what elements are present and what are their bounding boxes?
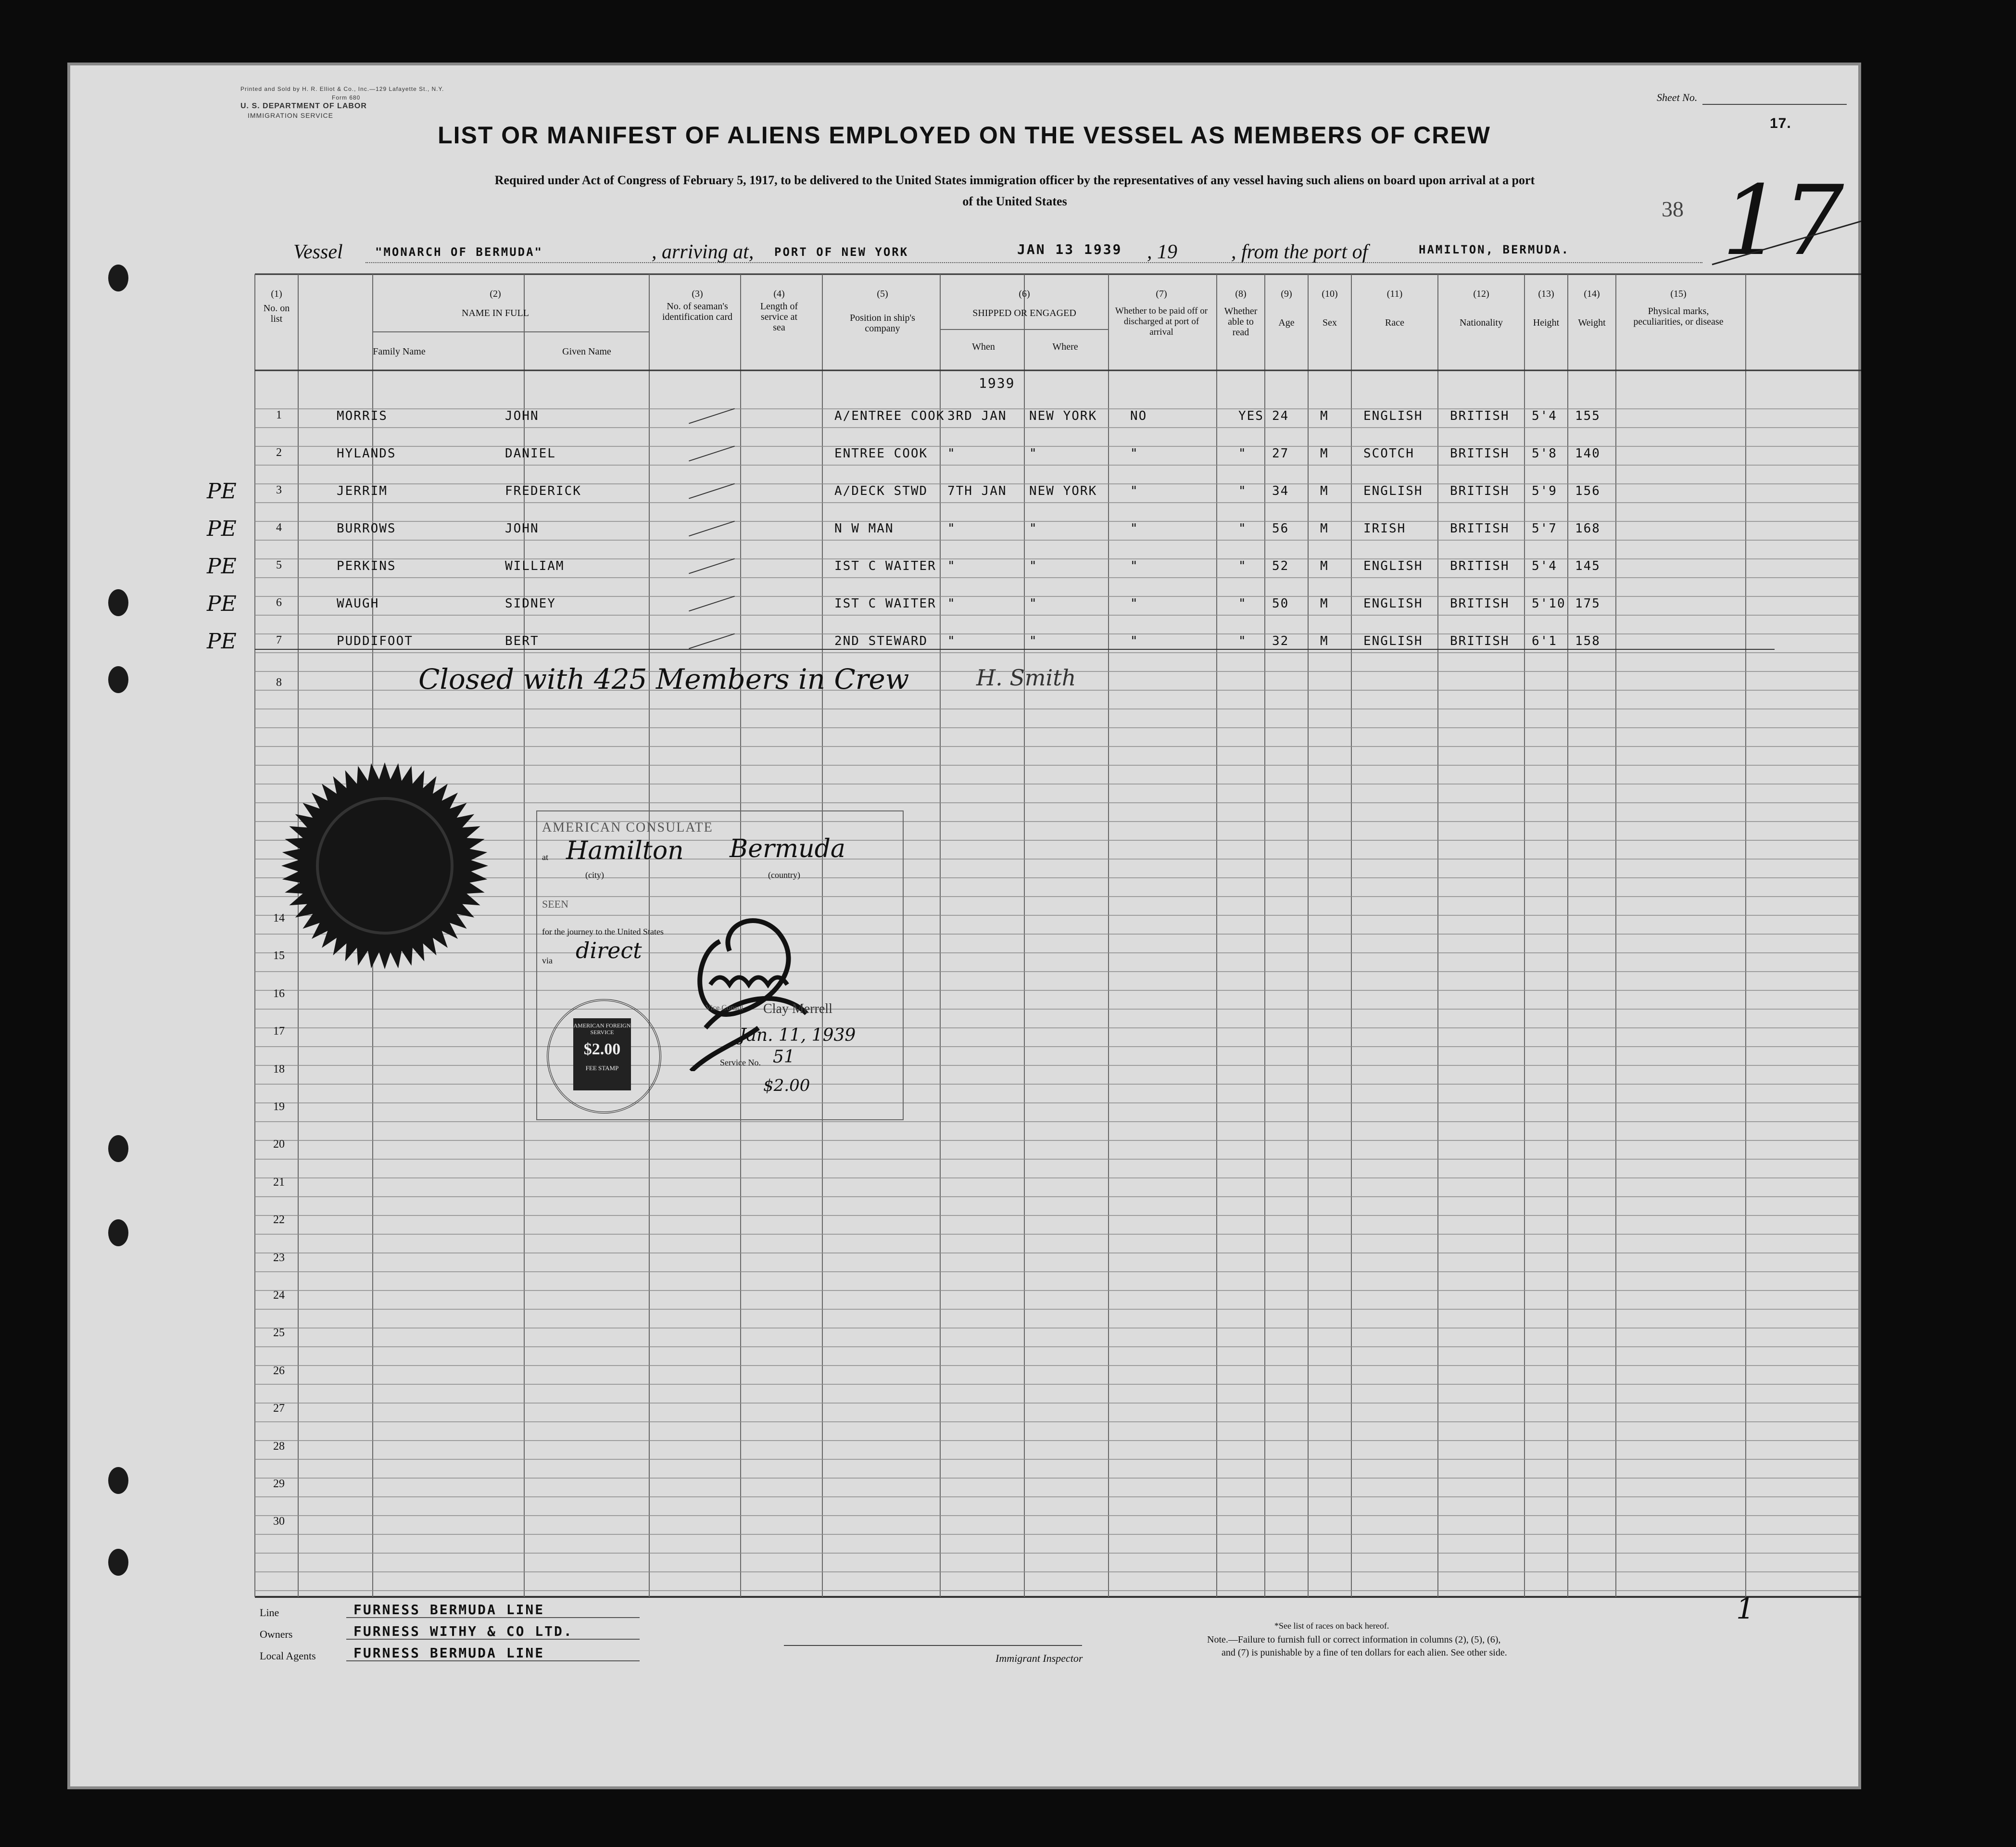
crew-age: 32 <box>1272 634 1289 648</box>
consulate-seen: SEEN <box>542 898 568 910</box>
crew-race: IRISH <box>1363 521 1406 536</box>
row-number: 29 <box>273 1478 285 1490</box>
crew-where: " <box>1029 634 1038 648</box>
crew-position: A/DECK STWD <box>834 484 928 498</box>
header-col11: Race <box>1385 317 1404 328</box>
row-number: 23 <box>273 1251 285 1264</box>
crew-when: " <box>947 596 956 611</box>
crew-read: YES <box>1238 409 1264 423</box>
fine-note-line1: Note.—Failure to furnish full or correct information in columns (2), (5), (6), <box>1207 1634 1501 1645</box>
inspector-label: Immigrant Inspector <box>995 1652 1083 1664</box>
crew-read: " <box>1238 634 1247 648</box>
crew-given: FREDERICK <box>505 484 581 498</box>
crew-sex: M <box>1320 409 1329 423</box>
footer-underline <box>346 1639 640 1640</box>
footer-tick: 1 <box>1736 1592 1755 1626</box>
row-number: 24 <box>273 1289 285 1302</box>
crew-age: 24 <box>1272 409 1289 423</box>
footer-agents-label: Local Agents <box>260 1650 316 1662</box>
header-col13-num: (13) <box>1538 289 1554 299</box>
footer-line-value: FURNESS BERMUDA LINE <box>353 1602 545 1618</box>
crew-paid: " <box>1130 596 1139 611</box>
header-col6-num: (6) <box>1019 289 1030 299</box>
fee-stamp <box>573 1018 631 1090</box>
crew-paid: " <box>1130 446 1139 461</box>
department: U. S. DEPARTMENT OF LABOR <box>240 102 367 110</box>
crew-mark: PE <box>207 592 237 616</box>
header-col5: Position in ship's company <box>850 313 915 334</box>
row-number: 19 <box>273 1101 285 1113</box>
footer-underline <box>346 1660 640 1661</box>
footer-line-label: Line <box>260 1607 279 1619</box>
row-number: 28 <box>273 1440 285 1453</box>
crew-when: " <box>947 634 956 648</box>
vessel-label: Vessel <box>293 241 343 263</box>
header-col12: Nationality <box>1460 317 1503 328</box>
form-number: Form 680 <box>332 94 361 101</box>
crew-read: " <box>1238 484 1247 498</box>
footer-owners-label: Owners <box>260 1628 293 1640</box>
crew-position: N W MAN <box>834 521 894 536</box>
header-col3: No. of seaman's identification card <box>662 301 733 322</box>
crew-position: IST C WAITER <box>834 596 936 611</box>
crew-sex: M <box>1320 559 1329 573</box>
header-col15-num: (15) <box>1670 289 1687 299</box>
closing-note: Closed with 425 Members in Crew <box>418 663 909 696</box>
crew-mark: PE <box>207 554 237 579</box>
header-col7-num: (7) <box>1156 289 1167 299</box>
crew-age: 27 <box>1272 446 1289 461</box>
crew-no: 6 <box>276 596 282 609</box>
crew-nationality: BRITISH <box>1450 409 1510 423</box>
header-col7: Whether to be paid off or discharged at port of arrival <box>1115 306 1208 337</box>
consulate-city: Hamilton <box>566 836 684 865</box>
page-mark: 38 <box>1662 197 1684 221</box>
header-col13: Height <box>1533 317 1560 328</box>
crew-nationality: BRITISH <box>1450 634 1510 648</box>
crew-where: " <box>1029 559 1038 573</box>
row-number: 27 <box>273 1402 285 1415</box>
crew-sex: M <box>1320 596 1329 611</box>
consul-title: Vice Consul <box>706 1004 743 1012</box>
from-port: HAMILTON, BERMUDA. <box>1419 243 1570 256</box>
fine-note-line2: and (7) is punishable by a fine of ten dollars for each alien. See other side. <box>1222 1647 1507 1658</box>
crew-where: NEW YORK <box>1029 484 1097 498</box>
crew-position: ENTREE COOK <box>834 446 928 461</box>
inspector-line <box>784 1645 1082 1646</box>
crew-race: ENGLISH <box>1363 559 1423 573</box>
service-fee: $2.00 <box>763 1076 810 1095</box>
crew-nationality: BRITISH <box>1450 559 1510 573</box>
crew-height: 5'9 <box>1532 484 1557 498</box>
crew-when: " <box>947 446 956 461</box>
consulate-journey: for the journey to the United States <box>542 927 664 936</box>
crew-weight: 140 <box>1575 446 1600 461</box>
consulate-heading: AMERICAN CONSULATE <box>542 820 713 835</box>
row-number: 18 <box>273 1063 285 1075</box>
crew-height: 5'8 <box>1532 446 1557 461</box>
crew-no: 7 <box>276 634 282 646</box>
arrival-date: JAN 13 1939 <box>1017 241 1122 257</box>
crew-mark: PE <box>207 517 237 541</box>
crew-weight: 155 <box>1575 409 1600 423</box>
crew-position: A/ENTREE COOK <box>834 409 945 423</box>
crew-no: 1 <box>276 409 282 421</box>
crew-no: 5 <box>276 559 282 571</box>
from-label: , from the port of <box>1231 241 1368 263</box>
closing-initials: H. Smith <box>976 665 1076 691</box>
crew-weight: 168 <box>1575 521 1600 536</box>
service-no-label: Service No. <box>720 1058 761 1067</box>
crew-sex: M <box>1320 521 1329 536</box>
crew-no: 4 <box>276 521 282 534</box>
crew-where: " <box>1029 596 1038 611</box>
crew-given: DANIEL <box>505 446 556 461</box>
row-number: 21 <box>273 1176 285 1189</box>
crew-family: BURROWS <box>337 521 396 536</box>
crew-height: 5'4 <box>1532 559 1557 573</box>
consulate-via-label: via <box>542 956 553 965</box>
header-col1: No. on list <box>263 303 290 324</box>
row-number: 15 <box>273 949 285 962</box>
header-col14: Weight <box>1578 317 1606 328</box>
crew-mark: PE <box>207 629 237 654</box>
year-label: , 19 <box>1147 241 1177 263</box>
crew-paid: " <box>1130 521 1139 536</box>
header-col2-given: Given Name <box>562 346 611 357</box>
row-number: 8 <box>276 676 282 689</box>
header-col4-num: (4) <box>773 289 785 299</box>
row-number: 22 <box>273 1214 285 1227</box>
crew-weight: 156 <box>1575 484 1600 498</box>
crew-read: " <box>1238 521 1247 536</box>
crew-paid: NO <box>1130 409 1147 423</box>
crew-sex: M <box>1320 484 1329 498</box>
crew-given: SIDNEY <box>505 596 556 611</box>
document-title: LIST OR MANIFEST OF ALIENS EMPLOYED ON THE VESSEL AS MEMBERS OF CREW <box>438 122 1491 149</box>
consulate-date: Jan. 11, 1939 <box>739 1025 856 1045</box>
row-number: 14 <box>273 912 285 924</box>
header-col2-num: (2) <box>490 289 501 299</box>
header-col3-num: (3) <box>692 289 703 299</box>
crew-nationality: BRITISH <box>1450 484 1510 498</box>
crew-race: ENGLISH <box>1363 634 1423 648</box>
crew-sex: M <box>1320 634 1329 648</box>
header-col15: Physical marks, peculiarities, or disease <box>1633 306 1724 327</box>
crew-when: 3RD JAN <box>947 409 1007 423</box>
fee-stamp-value: $2.00 <box>583 1040 621 1058</box>
fee-stamp-bottom: FEE STAMP <box>585 1064 619 1072</box>
arriving-label: , arriving at, <box>652 241 754 263</box>
crew-when: 7TH JAN <box>947 484 1007 498</box>
crew-family: PERKINS <box>337 559 396 573</box>
crew-given: JOHN <box>505 409 539 423</box>
header-col12-num: (12) <box>1473 289 1489 299</box>
crew-height: 5'4 <box>1532 409 1557 423</box>
crew-read: " <box>1238 596 1247 611</box>
header-col11-num: (11) <box>1386 289 1403 299</box>
crew-sex: M <box>1320 446 1329 461</box>
crew-read: " <box>1238 559 1247 573</box>
subtitle-line1: Required under Act of Congress of February 5, 1917, to be delivered to the United States immigration officer by the representatives of any vessel having such aliens on board upon arrival at a port <box>494 173 1535 187</box>
row-number: 26 <box>273 1364 285 1377</box>
crew-where: " <box>1029 521 1038 536</box>
crew-height: 5'7 <box>1532 521 1557 536</box>
crew-family: HYLANDS <box>337 446 396 461</box>
crew-position: 2ND STEWARD <box>834 634 928 648</box>
crew-when: " <box>947 521 956 536</box>
service-no: 51 <box>773 1047 795 1067</box>
crew-no: 2 <box>276 446 282 459</box>
row-number: 16 <box>273 987 285 1000</box>
fee-stamp-top: AMERICAN FOREIGN SERVICE <box>573 1022 631 1036</box>
printer-line: Printed and Sold by H. R. Elliot & Co., Inc.—129 Lafayette St., N.Y. <box>240 86 444 92</box>
header-col2-family: Family Name <box>373 346 426 357</box>
header-col2: NAME IN FULL <box>462 308 529 318</box>
row-number: 17 <box>273 1025 285 1038</box>
header-col6-when: When <box>972 342 995 352</box>
manifest-sheet <box>67 63 1861 1789</box>
row-number: 20 <box>273 1138 285 1151</box>
consulate-at-label: at <box>542 852 548 862</box>
crew-race: ENGLISH <box>1363 409 1423 423</box>
crew-race: ENGLISH <box>1363 484 1423 498</box>
crew-weight: 175 <box>1575 596 1600 611</box>
consulate-country-label: (country) <box>768 870 800 880</box>
crew-age: 56 <box>1272 521 1289 536</box>
consulate-country: Bermuda <box>730 835 845 863</box>
crew-paid: " <box>1130 634 1139 648</box>
consulate-city-label: (city) <box>585 870 604 880</box>
arriving-port: PORT OF NEW YORK <box>774 245 909 259</box>
sheet-no-label: Sheet No. <box>1657 91 1698 103</box>
header-col5-num: (5) <box>877 289 888 299</box>
footer-agents-value: FURNESS BERMUDA LINE <box>353 1645 545 1661</box>
crew-paid: " <box>1130 559 1139 573</box>
header-col9: Age <box>1278 317 1295 328</box>
consul-name: Clay Merrell <box>763 1001 832 1016</box>
wax-seal-icon <box>279 760 491 972</box>
header-col8-num: (8) <box>1235 289 1247 299</box>
shipped-year: 1939 <box>979 375 1015 391</box>
row-number: 25 <box>273 1327 285 1340</box>
header-col10: Sex <box>1323 317 1337 328</box>
crew-family: WAUGH <box>337 596 379 611</box>
crew-mark: PE <box>207 479 237 504</box>
crew-given: WILLIAM <box>505 559 565 573</box>
crew-nationality: BRITISH <box>1450 596 1510 611</box>
crew-weight: 145 <box>1575 559 1600 573</box>
vessel-name: "MONARCH OF BERMUDA" <box>375 245 543 259</box>
service: IMMIGRATION SERVICE <box>248 112 333 119</box>
crew-nationality: BRITISH <box>1450 446 1510 461</box>
crew-where: NEW YORK <box>1029 409 1097 423</box>
header-col8: Whether able to read <box>1224 306 1258 338</box>
footer-underline <box>346 1617 640 1618</box>
header-col1-num: (1) <box>271 289 282 299</box>
crew-position: IST C WAITER <box>834 559 936 573</box>
header-col10-num: (10) <box>1322 289 1338 299</box>
crew-race: ENGLISH <box>1363 596 1423 611</box>
header-col4: Length of service at sea <box>760 301 798 333</box>
crew-paid: " <box>1130 484 1139 498</box>
crew-read: " <box>1238 446 1247 461</box>
crew-given: JOHN <box>505 521 539 536</box>
header-col6-where: Where <box>1052 342 1078 352</box>
handwritten-sheet-number: 17 <box>1722 165 1844 277</box>
consulate-via: direct <box>576 937 642 963</box>
crew-when: " <box>947 559 956 573</box>
race-note: *See list of races on back hereof. <box>1274 1621 1389 1631</box>
footer-owners-value: FURNESS WITHY & CO LTD. <box>353 1623 573 1639</box>
crew-race: SCOTCH <box>1363 446 1414 461</box>
crew-age: 52 <box>1272 559 1289 573</box>
crew-family: JERRIM <box>337 484 388 498</box>
subtitle-line2: of the United States <box>962 194 1067 208</box>
crew-height: 5'10 <box>1532 596 1566 611</box>
crew-family: PUDDIFOOT <box>337 634 413 648</box>
crew-where: " <box>1029 446 1038 461</box>
crew-age: 50 <box>1272 596 1289 611</box>
header-col6: SHIPPED OR ENGAGED <box>972 308 1076 318</box>
consulate-stamp <box>536 810 904 1120</box>
crew-family: MORRIS <box>337 409 388 423</box>
row-number: 30 <box>273 1515 285 1528</box>
crew-height: 6'1 <box>1532 634 1557 648</box>
sheet-no: 17. <box>1770 115 1791 131</box>
crew-given: BERT <box>505 634 539 648</box>
header-col9-num: (9) <box>1281 289 1292 299</box>
crew-nationality: BRITISH <box>1450 521 1510 536</box>
header-col14-num: (14) <box>1584 289 1600 299</box>
crew-weight: 158 <box>1575 634 1600 648</box>
crew-no: 3 <box>276 484 282 496</box>
grid-line <box>1712 221 1861 265</box>
crew-age: 34 <box>1272 484 1289 498</box>
